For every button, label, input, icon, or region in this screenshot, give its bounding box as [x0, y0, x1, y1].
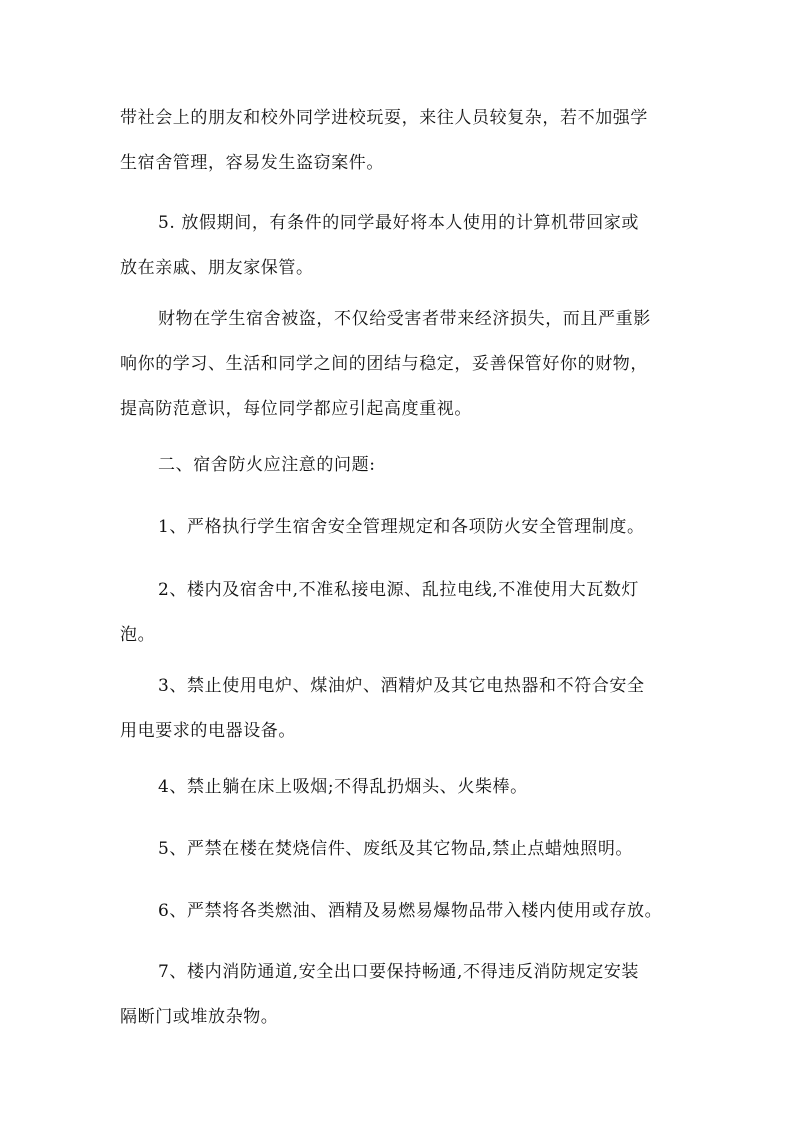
- text-line: 5、严禁在楼在焚烧信件、废纸及其它物品,禁止点蜡烛照明。: [158, 839, 634, 859]
- text-line: 7、楼内消防通道,安全出口要保持畅通,不得违反消防规定安装: [158, 962, 640, 982]
- text-line: 6、严禁将各类燃油、酒精及易燃易爆物品带入楼内使用或存放。: [158, 901, 663, 921]
- text-line: 生宿舍管理，容易发生盗窃案件。: [120, 153, 384, 173]
- fire-rule-7: [120, 950, 680, 1040]
- paragraph-theft-summary: [120, 297, 680, 432]
- fire-rule-3: [120, 664, 680, 754]
- paragraph-item-5-holiday: [120, 201, 680, 291]
- text-line: 1、严格执行学生宿舍安全管理规定和各项防火安全管理制度。: [158, 517, 645, 537]
- section-heading-fire-prevention: [120, 443, 680, 488]
- fire-rule-1: [120, 505, 680, 550]
- text-line: 用电要求的电器设备。: [120, 721, 296, 741]
- text-line: 财物在学生宿舍被盗，不仅给受害者带来经济损失，而且严重影: [158, 309, 651, 329]
- text-line: 2、楼内及宿舍中,不准私接电源、乱拉电线,不准使用大瓦数灯: [158, 580, 640, 600]
- fire-rule-5: [120, 827, 680, 872]
- text-line: 5. 放假期间，有条件的同学最好将本人使用的计算机带回家或: [158, 213, 640, 233]
- paragraph-dorm-visitors: [120, 96, 680, 186]
- fire-rule-6: [120, 889, 680, 934]
- fire-rule-4: [120, 765, 680, 810]
- text-line: 带社会上的朋友和校外同学进校玩耍，来往人员较复杂，若不加强学: [120, 108, 648, 128]
- text-line: 放在亲戚、朋友家保管。: [120, 258, 314, 278]
- fire-rule-2: [120, 568, 680, 658]
- text-line: 提高防范意识，每位同学都应引起高度重视。: [120, 399, 472, 419]
- text-line: 二、宿舍防火应注意的问题:: [158, 455, 376, 475]
- text-line: 3、禁止使用电炉、煤油炉、酒精炉及其它电热器和不符合安全: [158, 676, 645, 696]
- text-line: 4、禁止躺在床上吸烟;不得乱扔烟头、火柴棒。: [158, 777, 528, 797]
- text-line: 泡。: [120, 625, 156, 645]
- text-line: 响你的学习、生活和同学之间的团结与稳定，妥善保管好你的财物，: [120, 354, 648, 374]
- text-line: 隔断门或堆放杂物。: [120, 1007, 279, 1027]
